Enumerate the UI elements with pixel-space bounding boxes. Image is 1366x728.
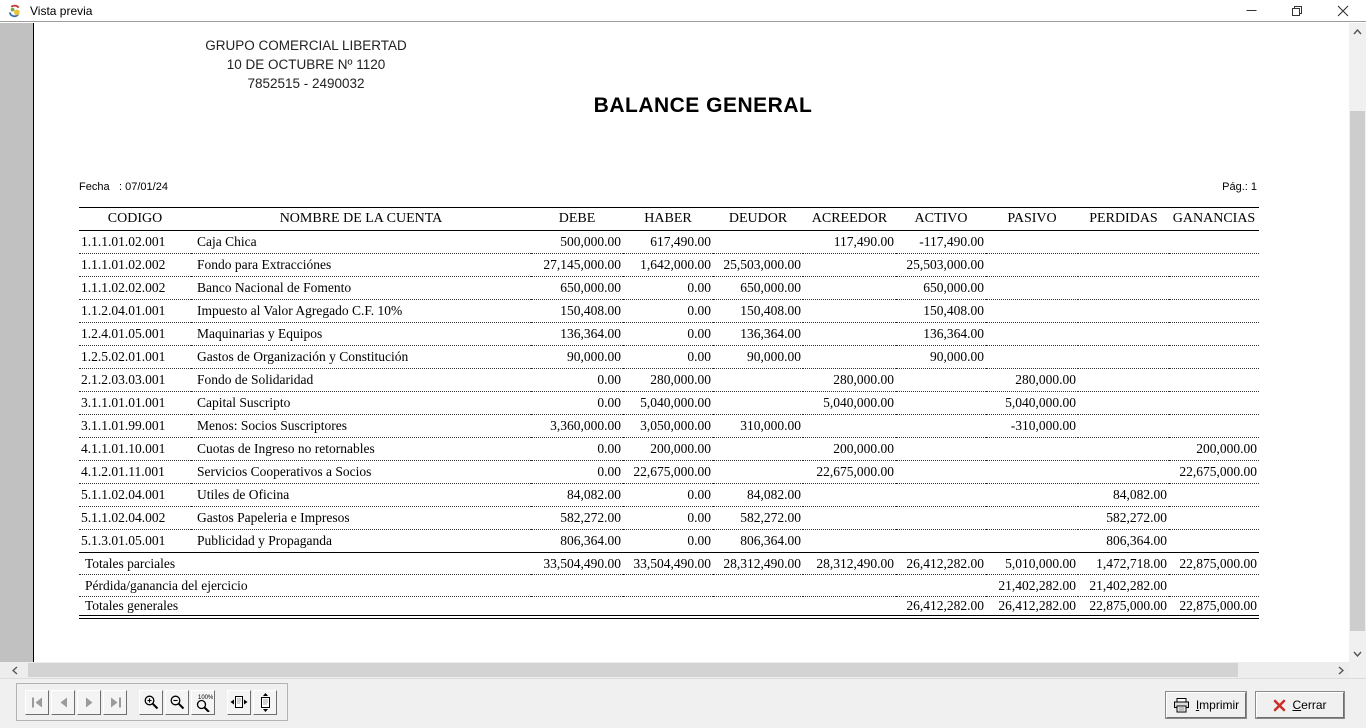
amount-cell: [986, 461, 1078, 484]
amount-cell: 136,364.00: [896, 323, 986, 346]
amount-cell: [986, 346, 1078, 369]
account-name: Utiles de Oficina: [191, 484, 531, 507]
amount-cell: [1078, 254, 1169, 277]
table-row: [79, 530, 1259, 553]
amount-cell: 650,000.00: [531, 277, 623, 300]
zoom-in-icon: [143, 694, 160, 711]
amount-cell: 136,364.00: [713, 323, 803, 346]
amount-cell: 5,040,000.00: [623, 392, 713, 415]
amount-cell: 25,503,000.00: [896, 254, 986, 277]
amount-cell: 0.00: [623, 507, 713, 530]
amount-cell: [713, 231, 803, 254]
totals-row: [79, 597, 1259, 619]
vertical-scrollbar[interactable]: [1349, 23, 1366, 662]
amount-cell: [986, 254, 1078, 277]
amount-cell: 280,000.00: [623, 369, 713, 392]
totals-amount-cell: 26,412,282.00: [986, 597, 1078, 619]
column-header: PERDIDAS: [1078, 207, 1169, 231]
close-button-label: Cerrar: [1292, 698, 1327, 712]
account-code: 1.1.2.04.01.001: [79, 300, 191, 323]
table-row: [79, 277, 1259, 300]
account-name: Caja Chica: [191, 231, 531, 254]
amount-cell: 280,000.00: [986, 369, 1078, 392]
account-name: Capital Suscripto: [191, 392, 531, 415]
amount-cell: [1078, 323, 1169, 346]
print-button-label: Imprimir: [1195, 698, 1240, 712]
amount-cell: [986, 231, 1078, 254]
account-code: 3.1.1.01.99.001: [79, 415, 191, 438]
zoom-100-icon: [194, 693, 213, 712]
totals-amount-cell: [713, 575, 803, 597]
amount-cell: [713, 461, 803, 484]
date-label: Fecha: [79, 181, 110, 193]
amount-cell: [896, 461, 986, 484]
amount-cell: 500,000.00: [531, 231, 623, 254]
account-name: Banco Nacional de Fomento: [191, 277, 531, 300]
table-row: [79, 323, 1259, 346]
account-name: Publicidad y Propaganda: [191, 530, 531, 553]
amount-cell: [896, 392, 986, 415]
totals-label: Pérdida/ganancia del ejercicio: [79, 575, 531, 597]
zoom-out-button[interactable]: [165, 690, 189, 715]
report-meta: [79, 181, 1259, 193]
account-name: Fondo para Extracciónes: [191, 254, 531, 277]
amount-cell: 0.00: [531, 438, 623, 461]
company-header: [141, 36, 471, 93]
date-value: : 07/01/24: [119, 181, 168, 193]
amount-cell: 0.00: [623, 346, 713, 369]
last-page-button[interactable]: [103, 690, 127, 715]
account-code: 1.1.1.01.02.001: [79, 231, 191, 254]
account-name: Fondo de Solidaridad: [191, 369, 531, 392]
table-row: [79, 300, 1259, 323]
amount-cell: 280,000.00: [803, 369, 896, 392]
account-name: Cuotas de Ingreso no retornables: [191, 438, 531, 461]
totals-row: [79, 575, 1259, 597]
totals-amount-cell: 1,472,718.00: [1078, 553, 1169, 575]
totals-amount-cell: [623, 575, 713, 597]
totals-row: [79, 553, 1259, 575]
previous-page-icon: [56, 696, 71, 709]
amount-cell: [1078, 438, 1169, 461]
column-header: DEUDOR: [713, 207, 803, 231]
column-header: NOMBRE DE LA CUENTA: [191, 207, 531, 231]
amount-cell: [713, 438, 803, 461]
zoom-in-button[interactable]: [139, 690, 163, 715]
amount-cell: 22,675,000.00: [1169, 461, 1259, 484]
zoom-out-icon: [169, 694, 186, 711]
amount-cell: [1078, 300, 1169, 323]
column-header: ACREEDOR: [803, 207, 896, 231]
amount-cell: [986, 438, 1078, 461]
amount-cell: [1169, 277, 1259, 300]
amount-cell: 806,364.00: [531, 530, 623, 553]
account-code: 1.1.1.02.02.002: [79, 277, 191, 300]
amount-cell: 5,040,000.00: [986, 392, 1078, 415]
last-page-icon: [108, 696, 123, 709]
amount-cell: [713, 369, 803, 392]
amount-cell: 200,000.00: [803, 438, 896, 461]
amount-cell: [1169, 507, 1259, 530]
window-controls: [1228, 0, 1366, 21]
account-code: 4.1.2.01.11.001: [79, 461, 191, 484]
account-code: 5.1.1.02.04.002: [79, 507, 191, 530]
print-button[interactable]: [1166, 692, 1246, 718]
amount-cell: [803, 507, 896, 530]
amount-cell: [896, 530, 986, 553]
amount-cell: 1,642,000.00: [623, 254, 713, 277]
amount-cell: [896, 369, 986, 392]
svg-text:100%: 100%: [197, 694, 213, 701]
amount-cell: -310,000.00: [986, 415, 1078, 438]
amount-cell: 0.00: [623, 530, 713, 553]
amount-cell: [1078, 346, 1169, 369]
amount-cell: 3,050,000.00: [623, 415, 713, 438]
amount-cell: 0.00: [623, 300, 713, 323]
amount-cell: 84,082.00: [531, 484, 623, 507]
amount-cell: [803, 484, 896, 507]
amount-cell: 84,082.00: [713, 484, 803, 507]
fit-width-icon: [229, 695, 249, 710]
amount-cell: [1078, 231, 1169, 254]
amount-cell: [803, 277, 896, 300]
amount-cell: [896, 415, 986, 438]
account-name: Menos: Socios Suscriptores: [191, 415, 531, 438]
amount-cell: 84,082.00: [1078, 484, 1169, 507]
vertical-scroll-thumb[interactable]: [1350, 111, 1365, 631]
amount-cell: [1078, 277, 1169, 300]
column-header: DEBE: [531, 207, 623, 231]
totals-amount-cell: [803, 597, 896, 619]
window-title: Vista previa: [30, 3, 93, 18]
amount-cell: [1078, 415, 1169, 438]
totals-amount-cell: [623, 597, 713, 619]
zoom-100-button[interactable]: [191, 690, 215, 715]
scroll-up-icon[interactable]: [1349, 23, 1366, 40]
close-icon[interactable]: [1320, 0, 1366, 21]
close-preview-button[interactable]: [1256, 692, 1344, 718]
page-number: Pág.: 1: [1222, 181, 1257, 193]
amount-cell: 22,675,000.00: [803, 461, 896, 484]
amount-cell: 0.00: [623, 277, 713, 300]
account-code: 1.2.5.02.01.001: [79, 346, 191, 369]
account-name: Gastos Papeleria e Impresos: [191, 507, 531, 530]
horizontal-scrollbar[interactable]: [0, 662, 1349, 678]
previous-page-button[interactable]: [51, 690, 75, 715]
amount-cell: -117,490.00: [896, 231, 986, 254]
report-title: BALANCE GENERAL: [593, 94, 813, 117]
bottom-toolbar: [0, 678, 1366, 728]
table-row: [79, 369, 1259, 392]
amount-cell: [986, 323, 1078, 346]
amount-cell: [1169, 415, 1259, 438]
totals-amount-cell: 22,875,000.00: [1169, 553, 1259, 575]
amount-cell: [986, 277, 1078, 300]
scroll-left-icon[interactable]: [6, 662, 23, 678]
amount-cell: 310,000.00: [713, 415, 803, 438]
report-page: [33, 23, 1349, 662]
amount-cell: [1078, 369, 1169, 392]
app-icon: [7, 3, 22, 18]
amount-cell: 650,000.00: [896, 277, 986, 300]
amount-cell: [1169, 392, 1259, 415]
amount-cell: [896, 484, 986, 507]
totals-amount-cell: 22,875,000.00: [1169, 597, 1259, 619]
totals-amount-cell: 28,312,490.00: [803, 553, 896, 575]
preview-area: [0, 23, 1366, 678]
table-row: [79, 254, 1259, 277]
totals-amount-cell: 5,010,000.00: [986, 553, 1078, 575]
amount-cell: [1169, 346, 1259, 369]
totals-amount-cell: [896, 575, 986, 597]
fit-height-icon: [258, 693, 273, 712]
table-header-row: [79, 207, 1259, 231]
table-row: [79, 346, 1259, 369]
totals-amount-cell: [531, 575, 623, 597]
first-page-button[interactable]: [25, 690, 49, 715]
table-row: [79, 438, 1259, 461]
printer-icon: [1173, 698, 1190, 713]
amount-cell: [803, 530, 896, 553]
amount-cell: 0.00: [623, 484, 713, 507]
amount-cell: 0.00: [531, 461, 623, 484]
company-phone: 7852515 - 2490032: [247, 76, 365, 91]
minimize-button[interactable]: [1228, 0, 1274, 21]
amount-cell: 200,000.00: [1169, 438, 1259, 461]
account-code: 3.1.1.01.01.001: [79, 392, 191, 415]
totals-amount-cell: 22,875,000.00: [1078, 597, 1169, 619]
account-name: Impuesto al Valor Agregado C.F. 10%: [191, 300, 531, 323]
navigation-toolbar: [16, 683, 288, 721]
totals-amount-cell: 26,412,282.00: [896, 597, 986, 619]
amount-cell: [986, 507, 1078, 530]
scrollbar-corner: [1349, 662, 1366, 678]
red-x-icon: [1273, 699, 1286, 712]
amount-cell: [1169, 369, 1259, 392]
amount-cell: [896, 438, 986, 461]
first-page-icon: [30, 696, 45, 709]
totals-amount-cell: 26,412,282.00: [896, 553, 986, 575]
column-header: CODIGO: [79, 207, 191, 231]
amount-cell: [986, 484, 1078, 507]
amount-cell: [1078, 392, 1169, 415]
amount-cell: 150,408.00: [531, 300, 623, 323]
amount-cell: [803, 346, 896, 369]
amount-cell: [896, 507, 986, 530]
totals-amount-cell: 21,402,282.00: [986, 575, 1078, 597]
amount-cell: 90,000.00: [531, 346, 623, 369]
amount-cell: [1169, 300, 1259, 323]
account-name: Gastos de Organización y Constitución: [191, 346, 531, 369]
amount-cell: [713, 392, 803, 415]
amount-cell: 200,000.00: [623, 438, 713, 461]
amount-cell: 150,408.00: [896, 300, 986, 323]
amount-cell: 617,490.00: [623, 231, 713, 254]
totals-label: Totales generales: [79, 597, 531, 619]
amount-cell: 650,000.00: [713, 277, 803, 300]
column-header: ACTIVO: [896, 207, 986, 231]
account-code: 1.2.4.01.05.001: [79, 323, 191, 346]
amount-cell: 136,364.00: [531, 323, 623, 346]
account-code: 4.1.1.01.10.001: [79, 438, 191, 461]
amount-cell: 0.00: [623, 323, 713, 346]
amount-cell: 90,000.00: [896, 346, 986, 369]
amount-cell: 90,000.00: [713, 346, 803, 369]
amount-cell: 582,272.00: [713, 507, 803, 530]
horizontal-scroll-thumb[interactable]: [28, 663, 1238, 677]
totals-amount-cell: 28,312,490.00: [713, 553, 803, 575]
account-name: Maquinarias y Equipos: [191, 323, 531, 346]
amount-cell: [1078, 461, 1169, 484]
account-name: Servicios Cooperativos a Socios: [191, 461, 531, 484]
totals-amount-cell: 33,504,490.00: [531, 553, 623, 575]
amount-cell: 25,503,000.00: [713, 254, 803, 277]
amount-cell: 117,490.00: [803, 231, 896, 254]
balance-table: [79, 207, 1259, 619]
restore-button[interactable]: [1274, 0, 1320, 21]
amount-cell: 150,408.00: [713, 300, 803, 323]
amount-cell: 27,145,000.00: [531, 254, 623, 277]
table-row: [79, 507, 1259, 530]
amount-cell: 806,364.00: [713, 530, 803, 553]
fit-height-button[interactable]: [253, 690, 277, 715]
totals-amount-cell: [713, 597, 803, 619]
account-code: 5.1.3.01.05.001: [79, 530, 191, 553]
account-code: 1.1.1.01.02.002: [79, 254, 191, 277]
amount-cell: [803, 323, 896, 346]
table-row: [79, 461, 1259, 484]
totals-amount-cell: [1169, 575, 1259, 597]
amount-cell: [1169, 323, 1259, 346]
amount-cell: 0.00: [531, 369, 623, 392]
amount-cell: [803, 415, 896, 438]
amount-cell: 806,364.00: [1078, 530, 1169, 553]
amount-cell: [986, 530, 1078, 553]
amount-cell: 582,272.00: [531, 507, 623, 530]
amount-cell: 582,272.00: [1078, 507, 1169, 530]
amount-cell: [986, 300, 1078, 323]
column-header: PASIVO: [986, 207, 1078, 231]
next-page-icon: [82, 696, 97, 709]
column-header: GANANCIAS: [1169, 207, 1259, 231]
next-page-button[interactable]: [77, 690, 101, 715]
amount-cell: [803, 300, 896, 323]
amount-cell: 3,360,000.00: [531, 415, 623, 438]
totals-amount-cell: 21,402,282.00: [1078, 575, 1169, 597]
fit-width-button[interactable]: [227, 690, 251, 715]
amount-cell: [1169, 231, 1259, 254]
totals-amount-cell: [531, 597, 623, 619]
amount-cell: [1169, 254, 1259, 277]
amount-cell: 5,040,000.00: [803, 392, 896, 415]
table-row: [79, 231, 1259, 254]
amount-cell: 22,675,000.00: [623, 461, 713, 484]
account-code: 5.1.1.02.04.001: [79, 484, 191, 507]
account-code: 2.1.2.03.03.001: [79, 369, 191, 392]
table-row: [79, 484, 1259, 507]
company-address: 10 DE OCTUBRE Nº 1120: [226, 57, 386, 72]
totals-label: Totales parciales: [79, 553, 531, 575]
scroll-down-icon[interactable]: [1349, 645, 1366, 662]
table-row: [79, 392, 1259, 415]
amount-cell: [803, 254, 896, 277]
amount-cell: [1169, 484, 1259, 507]
company-name: GRUPO COMERCIAL LIBERTAD: [205, 38, 407, 53]
totals-amount-cell: [803, 575, 896, 597]
scroll-right-icon[interactable]: [1332, 662, 1349, 678]
amount-cell: [1169, 530, 1259, 553]
table-row: [79, 415, 1259, 438]
amount-cell: 0.00: [531, 392, 623, 415]
titlebar: [0, 0, 1366, 22]
column-header: HABER: [623, 207, 713, 231]
totals-amount-cell: 33,504,490.00: [623, 553, 713, 575]
